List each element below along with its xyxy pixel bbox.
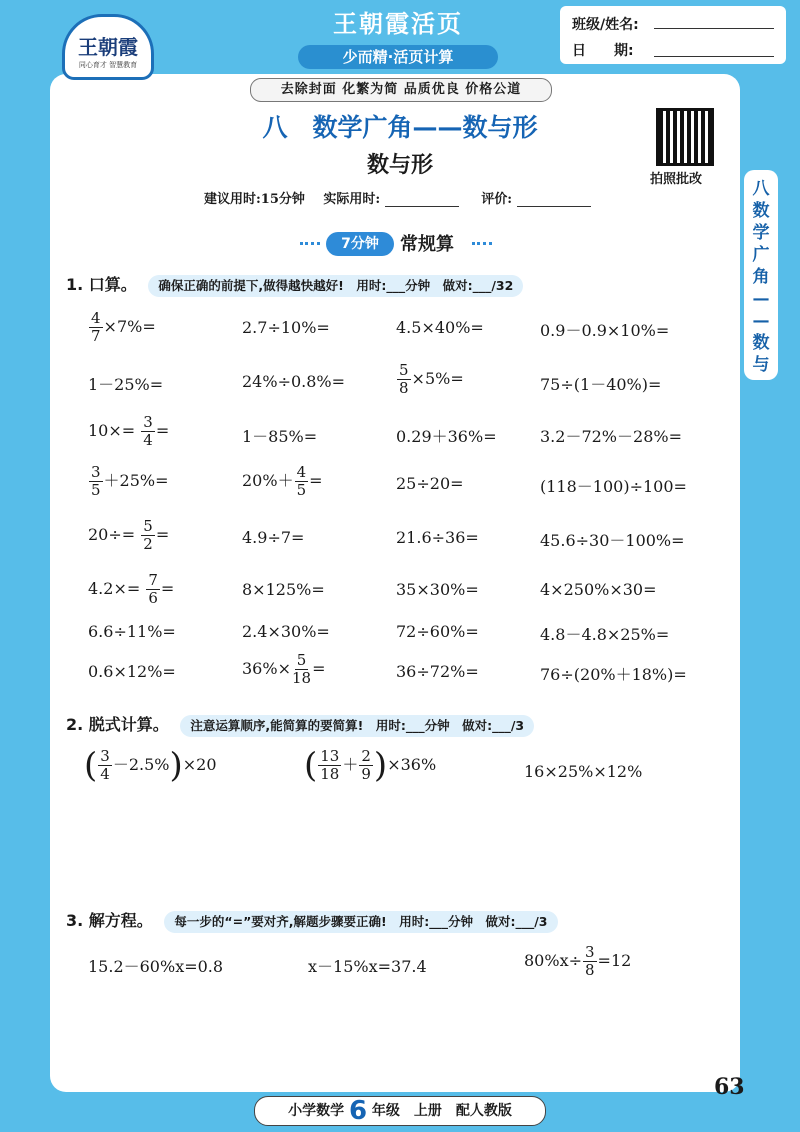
- section-2-header: [66, 712, 534, 737]
- equation: 80%x÷ $\frac{3}{8}$ =12: [524, 943, 632, 979]
- qr-code-icon[interactable]: [656, 108, 714, 166]
- brand-subtitle: 少而精·活页计算: [298, 45, 498, 69]
- time-info: [204, 188, 591, 207]
- date-field[interactable]: [654, 56, 774, 57]
- side-chapter-tab: [744, 170, 778, 380]
- side-tab-char: —: [752, 289, 770, 309]
- problem: 10×= $\frac{3}{4}$ =: [88, 413, 170, 449]
- problem: 24%÷0.8%=: [242, 372, 346, 391]
- actual-time-field[interactable]: [385, 206, 459, 207]
- banner-dots: [472, 242, 492, 249]
- problem: 20%＋ $\frac{4}{5}$ =: [242, 463, 323, 499]
- side-tab-char: 学: [752, 223, 770, 243]
- fraction: $\frac{3}{8}$: [585, 943, 595, 979]
- section-3-hint: 每一步的“=”要对齐,解题步骤要正确! 用时:___分钟 做对:___/3: [164, 911, 557, 933]
- fraction: $\frac{7}{6}$: [148, 571, 158, 607]
- qr-label: 拍照批改: [650, 172, 703, 187]
- problem: ( $\frac{13}{18}$ ＋ $\frac{2}{9}$ )×36%: [304, 745, 437, 786]
- fraction: $\frac{3}{4}$: [100, 747, 110, 783]
- banner-minutes: 7分钟: [326, 232, 394, 256]
- fraction: $\frac{13}{18}$: [320, 747, 340, 783]
- section-banner: [300, 230, 496, 258]
- problem: 1－25%=: [88, 375, 164, 394]
- problem: 21.6÷36=: [396, 528, 479, 547]
- fraction: $\frac{4}{7}$: [91, 309, 101, 345]
- equation: 15.2－60%x=0.8: [88, 957, 224, 976]
- problem: 4.9÷7=: [242, 528, 305, 547]
- brand-title: 王朝霞活页: [333, 9, 463, 38]
- problem: 0.9－0.9×10%=: [540, 321, 670, 340]
- student-info-box: [560, 6, 786, 64]
- problem: 20÷= $\frac{5}{2}$ =: [88, 517, 170, 553]
- problem: 36÷72%=: [396, 662, 479, 681]
- footer-subject: 小学数学: [288, 1103, 345, 1119]
- problem: $\frac{3}{5}$ ＋25%=: [91, 463, 169, 499]
- class-name-field[interactable]: [654, 28, 774, 29]
- brand-header: [286, 4, 510, 70]
- problem: 45.6÷30－100%=: [540, 531, 685, 550]
- problem: 72÷60%=: [396, 622, 479, 641]
- logo-sub: 同心育才 智慧教育: [78, 61, 138, 69]
- actual-time-label: 实际用时:: [323, 192, 381, 207]
- side-tab-char: 广: [752, 245, 770, 265]
- problem: 1－85%=: [242, 427, 318, 446]
- fraction: $\frac{3}{4}$: [143, 413, 153, 449]
- problem: 36%× $\frac{5}{18}$ =: [242, 651, 326, 687]
- problem: 76÷(20%＋18%)=: [540, 665, 687, 684]
- problem: 4×250%×30=: [540, 580, 657, 599]
- logo-text: 王朝霞: [78, 35, 138, 59]
- date-label: 日 期:: [572, 43, 634, 59]
- side-tab-char: 与: [752, 355, 770, 375]
- fraction: $\frac{5}{8}$: [399, 361, 409, 397]
- fraction: $\frac{3}{5}$: [91, 463, 101, 499]
- side-tab-char: —: [752, 311, 770, 331]
- suggest-time: 建议用时:15分钟: [204, 192, 305, 207]
- problem: ( $\frac{3}{4}$ －2.5%)×20: [84, 745, 217, 786]
- side-tab-char: 八: [752, 179, 770, 199]
- fraction: $\frac{5}{18}$: [291, 651, 312, 687]
- fraction: $\frac{4}{5}$: [296, 463, 307, 499]
- problem: (118－100)÷100=: [540, 477, 687, 496]
- side-tab-char: 数: [752, 333, 770, 353]
- class-name-label: 班级/姓名:: [572, 17, 639, 33]
- equation: x－15%x=37.4: [308, 957, 427, 976]
- footer-bar: [254, 1096, 546, 1126]
- problem: 0.6×12%=: [88, 662, 176, 681]
- fraction: $\frac{5}{2}$: [143, 517, 153, 553]
- section-1-header: [66, 272, 523, 297]
- section-2-title: 2. 脱式计算。: [66, 715, 169, 734]
- problem: 16×25%×12%: [524, 762, 643, 781]
- problem: 4.2×= $\frac{7}{6}$ =: [88, 571, 175, 607]
- fraction: $\frac{2}{9}$: [361, 747, 371, 783]
- section-3-title: 3. 解方程。: [66, 911, 153, 930]
- problem: 3.2－72%－28%=: [540, 427, 682, 446]
- problem: 4.8－4.8×25%=: [540, 625, 670, 644]
- section-1-title: 1. 口算。: [66, 275, 137, 294]
- problem: 2.4×30%=: [242, 622, 330, 641]
- problem: 8×125%=: [242, 580, 325, 599]
- problem: 6.6÷11%=: [88, 622, 176, 641]
- banner-label: 常规算: [400, 234, 454, 255]
- section-2-hint: 注意运算顺序,能简算的要简算! 用时:___分钟 做对:___/3: [180, 715, 534, 737]
- problem: 4.5×40%=: [396, 318, 484, 337]
- page-title: 八 数学广角——数与形: [262, 113, 538, 142]
- problem: 75÷(1－40%)=: [540, 375, 662, 394]
- problem: 35×30%=: [396, 580, 479, 599]
- problem: 2.7÷10%=: [242, 318, 330, 337]
- page-subtitle: 数与形: [366, 153, 433, 178]
- side-tab-char: 角: [752, 267, 770, 287]
- problem: 25÷20=: [396, 474, 464, 493]
- footer-edition: 年级 上册 配人教版: [371, 1103, 512, 1119]
- page-number: 63: [714, 1074, 745, 1100]
- problem: $\frac{5}{8}$ ×5%=: [399, 361, 464, 397]
- problem: $\frac{4}{7}$ ×7%=: [91, 309, 156, 345]
- brand-logo: [62, 14, 154, 80]
- slogan-bar: 去除封面 化繁为简 品质优良 价格公道: [250, 78, 552, 102]
- banner-dots: [300, 242, 320, 249]
- problem: 0.29＋36%=: [396, 427, 497, 446]
- rating-label: 评价:: [481, 192, 513, 207]
- section-1-hint: 确保正确的前提下,做得越快越好! 用时:___分钟 做对:___/32: [148, 275, 523, 297]
- section-3-header: [66, 908, 558, 933]
- footer-grade: 6: [348, 1096, 368, 1126]
- rating-field[interactable]: [517, 206, 591, 207]
- side-tab-char: 数: [752, 201, 770, 221]
